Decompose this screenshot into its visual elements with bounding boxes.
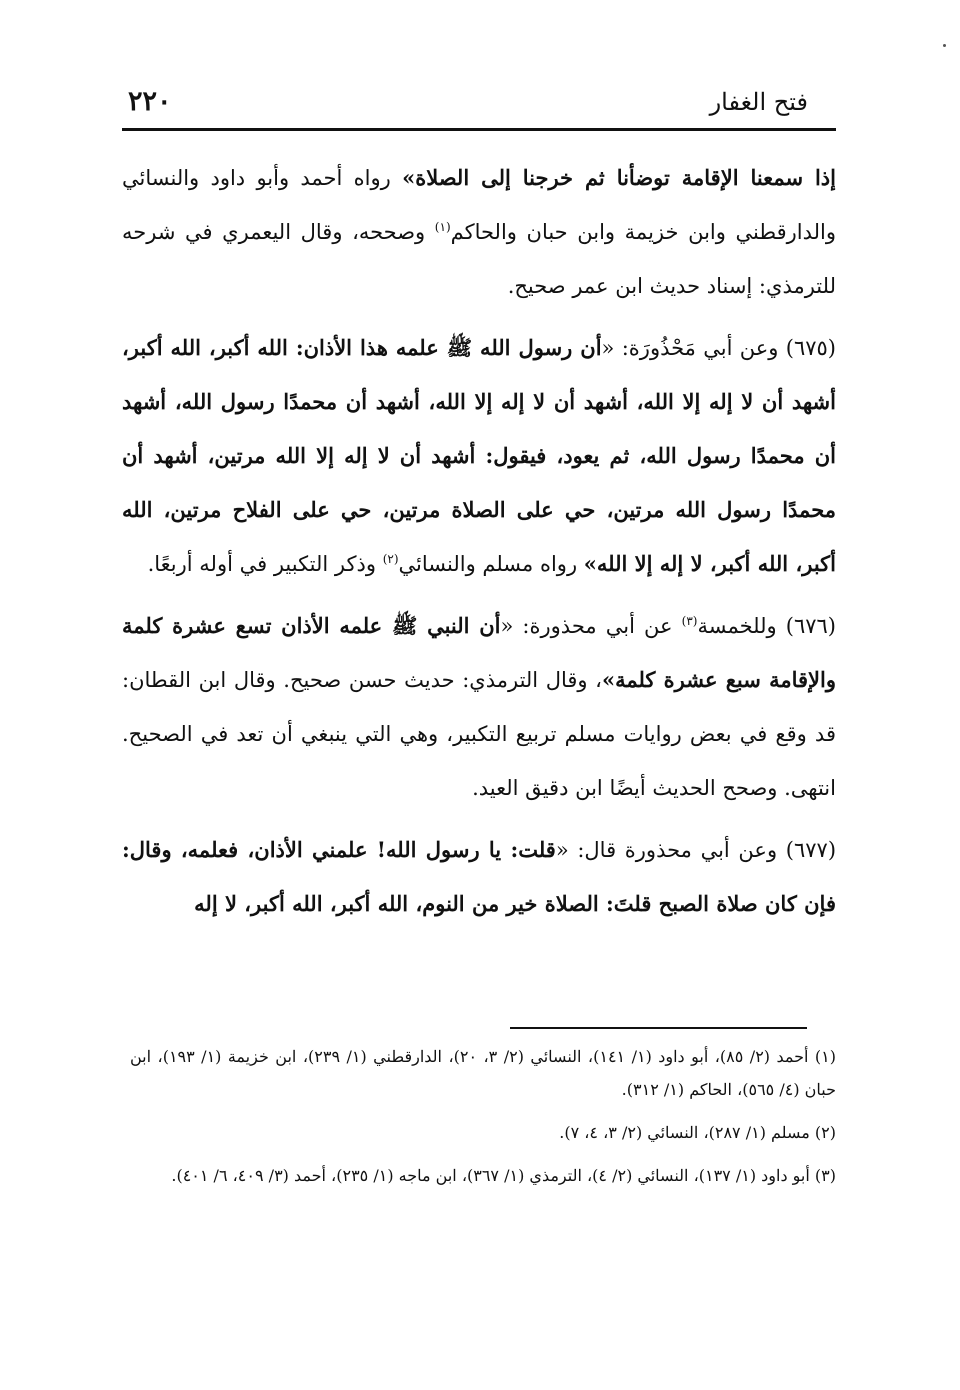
paragraph-hadith-674-end [122, 151, 836, 313]
footnote-2: (٢) مسلم (١/ ٢٨٧)، النسائي (٢/ ٣، ٤، ٧). [559, 1123, 836, 1142]
hadith-quote: قلت: يا رسول الله! علمني الأذان، فعلمه، وقال: فإن كان صلاة الصبح قلتَ: الصلاة خير من النوم، الله أكبر، الله أكبر، لا إله [122, 837, 836, 916]
footnote-ref-2: (٢) [382, 552, 399, 566]
running-title: فتح الغفار [709, 88, 808, 116]
hadith-quote: أن النبي ﷺ علمه الأذان تسع عشرة كلمة والإقامة سبع عشرة كلمة» [122, 613, 836, 692]
text-run: وصححه، وقال اليعمري في شرحه للترمذي: إسناد حديث ابن عمر صحيح. [122, 220, 836, 298]
paragraph-hadith-676 [122, 599, 836, 815]
footnotes [130, 1040, 836, 1202]
footnote-ref-1: (١) [434, 220, 451, 234]
page-number: ٢٢٠ [128, 86, 172, 117]
hadith-quote: إذا سمعنا الإقامة توضأنا ثم خرجنا إلى الصلاة» [402, 165, 836, 190]
hadith-quote: أن رسول الله ﷺ علمه هذا الأذان: الله أكبر، الله أكبر، أشهد أن لا إله إلا الله، أشهد أن لا إله إلا الله، أشهد أن محمدًا رسول الله، أشهد أن محمدًا رسول الله، ثم يعود، فيقول: أشهد أن لا إله إلا الله مرتين، أشهد أن محمدًا رسول الله مرتين، حي على الصلاة مرتين، حي على الفلاح مرتين، الله أكبر، الله أكبر، لا إله إلا الله» [122, 335, 836, 576]
paragraph-hadith-677 [122, 823, 836, 931]
text-run: عن أبي محذورة: « [500, 614, 682, 638]
paragraph-hadith-675 [122, 321, 836, 591]
footnote-3: (٣) أبو داود (١/ ١٣٧)، النسائي (٢/ ٤)، الترمذي (١/ ٣٦٧)، ابن ماجه (١/ ٢٣٥)، أحمد (٣/ ٤٠٩، ٦/ ٤٠١). [171, 1166, 836, 1185]
page-header [122, 82, 836, 131]
hadith-intro: (٦٧٧) وعن أبي محذورة قال: « [555, 838, 837, 862]
footnote-ref-3: (٣) [681, 614, 698, 628]
scan-speck [943, 44, 946, 47]
text-run: رواه مسلم والنسائي [398, 552, 584, 576]
text-run: رواه أحمد وأبو داود والنسائي والدارقطني وابن خزيمة وابن حبان والحاكم [122, 166, 836, 244]
footnote-1: (١) أحمد (٢/ ٨٥)، أبو داود (١/ ١٤١)، النسائي (٢/ ٣، ٢٠)، الدارقطني (١/ ٢٣٩)، ابن خزيمة (١/ ١٩٣)، ابن حبان (٤/ ٥٦٥)، الحاكم (١/ ٣١٢). [130, 1047, 836, 1099]
main-text [122, 151, 836, 931]
text-run: وذكر التكبير في أوله أربعًا. [147, 552, 383, 576]
hadith-intro: (٦٧٥) وعن أبي مَحْذُورَة: « [601, 336, 836, 360]
text-run: ، وقال الترمذي: حديث حسن صحيح. وقال ابن القطان: قد وقع في بعض روايات مسلم تربيع التكبير، وهي التي ينبغي أن تعد في الصحيح. انتهى. وصحح الحديث أيضًا ابن دقيق العيد. [122, 668, 836, 800]
book-page [122, 82, 836, 939]
footnote-separator [510, 1027, 807, 1029]
hadith-intro: (٦٧٦) وللخمسة [697, 614, 836, 638]
